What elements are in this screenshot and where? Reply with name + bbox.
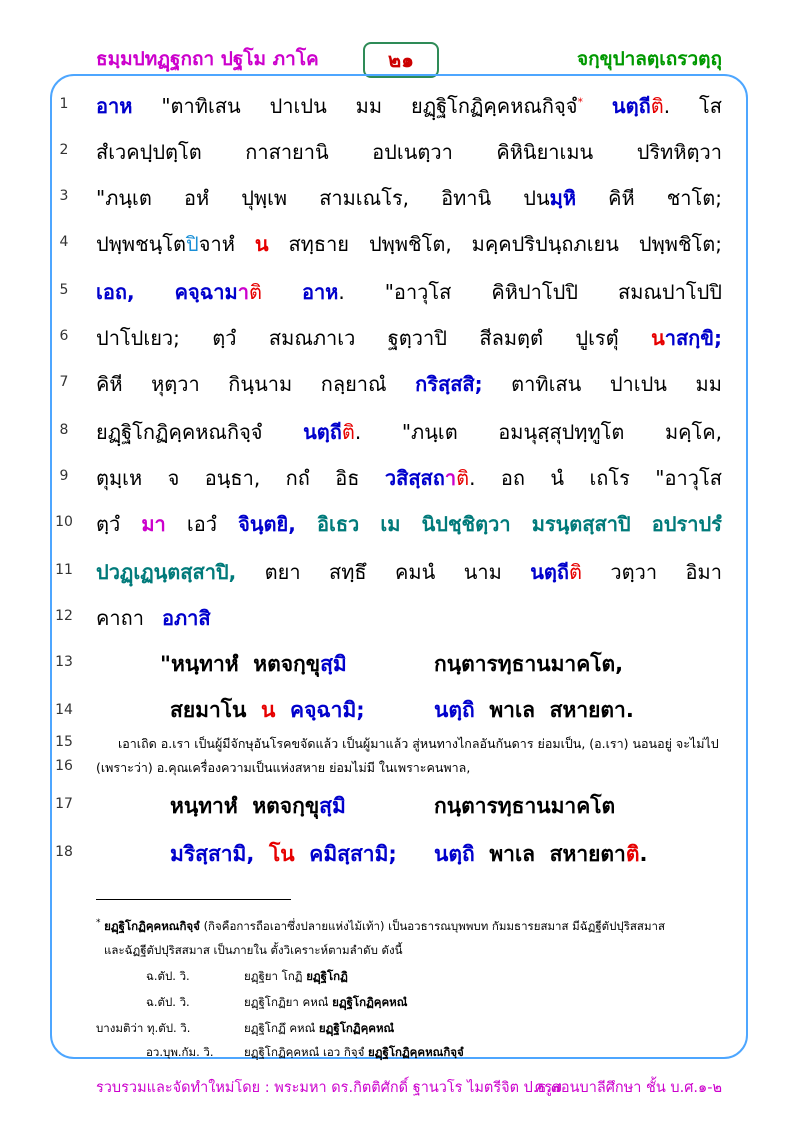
word: "ตาทิเสน	[161, 94, 241, 118]
text-line-1	[96, 90, 722, 122]
footnote-row-text: ยฏฺฐิโกฏิยา คหณํ ยฏฺฐิโกฏิคฺคหณํ	[244, 995, 408, 1009]
word: อาห	[96, 94, 133, 118]
word: คมนํ	[395, 560, 436, 584]
word: นิปชฺชิตฺวา	[421, 512, 511, 536]
word: สามเณโร,	[319, 186, 410, 210]
line-number: 16	[55, 758, 73, 774]
footnote-row-label: ฉ.ตัป. วิ.	[146, 969, 190, 983]
word: ปาเปน	[609, 372, 667, 396]
word: อิเธว	[316, 512, 360, 536]
word: อมนุสฺสุปทฺทูโต	[498, 420, 625, 444]
verse2-line-a-left: หนฺทาหํ หตจกฺขุสฺมิ	[170, 794, 346, 818]
verse1-line-a-left: "หนฺทาหํ หตจกฺขุสฺมิ	[160, 652, 347, 676]
line-number: 9	[59, 468, 69, 484]
word: "ภนฺเต	[401, 420, 458, 444]
word: "ภนฺเต	[96, 186, 152, 210]
word: มรนฺตสฺสาปิ	[531, 512, 631, 536]
word: ตุมฺเห	[96, 466, 143, 490]
header-story-title: จกฺขุปาลตฺเถรวตฺถุ	[576, 48, 722, 70]
word: มม	[355, 94, 383, 118]
word: อิมา	[685, 560, 722, 584]
text-line-2	[96, 136, 722, 168]
text-line-12	[96, 602, 722, 634]
page-number: ๒๑	[363, 42, 439, 78]
footnote-row-label: อว.บุพ.กัม. วิ.	[146, 1045, 214, 1059]
line-number: 13	[55, 654, 73, 670]
word: กาสายานิ	[245, 140, 329, 164]
word: ปริทหิตฺวา	[636, 140, 722, 164]
header-book-title: ธมฺมปทฏฺฐกถา ปฐโม ภาโค	[96, 48, 319, 70]
word: ปวฏฺเฏนฺตสฺสาปิ,	[96, 560, 237, 584]
word: ปพฺพชิโต;	[638, 232, 722, 256]
verse2-line-a-right: กนฺตารทฺธานมาคโต	[434, 794, 616, 818]
word: อนฺธา,	[204, 466, 261, 490]
line-number: 14	[55, 702, 73, 718]
word: มม	[695, 372, 722, 396]
word: ยฏฺฐิโกฏิคฺคหณกิจฺจํ	[96, 420, 263, 444]
word: อปราปรํ	[651, 512, 722, 536]
word: ฐตฺวาปิ	[387, 326, 447, 350]
word: นตฺถีติ.	[611, 94, 671, 118]
word: นํ	[550, 466, 565, 490]
text-line-10	[96, 508, 722, 540]
line-number: 7	[59, 374, 69, 390]
line-number: 15	[55, 734, 73, 750]
line-number: 1	[59, 96, 69, 112]
word: ปาโปเยว;	[96, 326, 180, 350]
word: กถํ	[285, 466, 310, 490]
word: นตฺถีติ	[530, 560, 582, 584]
word: ปุพฺเพ	[241, 186, 288, 210]
word: กินฺนาม	[228, 372, 293, 396]
word: ปพฺพชิโต,	[368, 232, 452, 256]
word: "อาวุโส	[384, 280, 452, 304]
word: กริสฺสสิ;	[415, 372, 483, 396]
text-line-4	[96, 228, 722, 260]
line-number: 6	[59, 328, 69, 344]
footnote-line-1: * ยฏฺฐิโกฏิคฺคหณกิจฺจํ (กิจคือการถือเอาซึ่งปลายแห่งไม้เท้า) เป็นอวธารณบุพพบท กัมมธารยสมาส มีฉัฏฐีตัปปุริสสมาส	[96, 918, 665, 933]
word: โส	[698, 94, 722, 118]
footnote-line-2: และฉัฏฐีตัปปุริสสมาส เป็นภายใน ตั้งวิเคราะห์ตามลำดับ ดังนี้	[104, 943, 403, 957]
word: น	[254, 232, 269, 256]
line-number: 17	[55, 796, 73, 812]
word: อปเนตฺวา	[372, 140, 453, 164]
verse2-line-b-left: มริสฺสามิ, โน คมิสฺสามิ;	[170, 842, 397, 866]
line-number: 10	[55, 514, 73, 530]
word: อิธ	[335, 466, 360, 490]
word: นาม	[463, 560, 502, 584]
word: คิหิปาโปปิ	[491, 280, 578, 304]
footer-compiler: รวบรวมและจัดทำใหม่โดย : พระมหา ดร.กิตติศักดิ์ ฐานวโร ไมตรีจิต ป.ธ.๗	[96, 1080, 562, 1096]
text-line-8	[96, 416, 722, 448]
word: สมณปาโปปิ	[617, 280, 722, 304]
word: อิทานิ	[441, 186, 492, 210]
word: คิหินิยาเมน	[496, 140, 594, 164]
word: จินฺตยิ,	[238, 512, 296, 536]
word: มคฺโค,	[664, 420, 722, 444]
word: วสิสฺสถาติ.	[384, 466, 476, 490]
line-number: 4	[59, 234, 69, 250]
word: คิหี	[96, 372, 123, 396]
text-line-7	[96, 368, 722, 400]
word: คจฺฉามาติ	[174, 280, 262, 304]
word: เถโร	[589, 466, 630, 490]
line-number: 3	[59, 188, 69, 204]
line-number: 8	[59, 422, 69, 438]
word: ปาเปน	[269, 94, 327, 118]
word: ปูเรตุํ	[575, 326, 619, 350]
footnote-row-label: บางมติว่า ทุ.ตัป. วิ.	[96, 1021, 191, 1035]
text-line-5	[96, 276, 722, 308]
translation-line-2: (เพราะว่า) อ.คุณเครื่องความเป็นแห่งสหาย ย่อมไม่มี ในเพราะคนพาล,	[96, 760, 471, 775]
footer-level: ครูสอนบาลีศึกษา ชั้น บ.ศ.๑-๒	[534, 1080, 722, 1096]
word: กลฺยาณํ	[320, 372, 387, 396]
footnote-row-text: ยฏฺฐิโกฏึ คหณํ ยฏฺฐิโกฏิคฺคหณํ	[244, 1021, 395, 1035]
word: สีลมตฺตํ	[479, 326, 543, 350]
word-with-footnote: ยฏฺฐิโกฏิคฺคหณกิจฺจํ*	[410, 94, 583, 118]
word: อถ	[500, 466, 525, 490]
word: คิหี	[608, 186, 635, 210]
line-number: 2	[59, 142, 69, 158]
word: หุตฺวา	[151, 372, 200, 396]
word: จ	[167, 466, 180, 490]
word: สทฺธึ	[329, 560, 367, 584]
word: ตฺวํ	[96, 512, 121, 536]
word: คาถา	[96, 606, 144, 630]
word: วตฺวา	[610, 560, 658, 584]
verse1-line-b-right: นตฺถิ พาเล สหายตา.	[434, 698, 634, 722]
word: อหํ	[183, 186, 210, 210]
word: มคฺคปริปนฺถภเยน	[471, 232, 619, 256]
word: ตาทิเสน	[511, 372, 582, 396]
word: ปพฺพชนฺโตปิจาหํ	[96, 232, 235, 256]
text-line-9	[96, 462, 722, 494]
word: นตฺถีติ.	[303, 420, 362, 444]
verse1-line-a-right: กนฺตารทฺธานมาคโต,	[434, 652, 624, 676]
word: สทฺธาย	[288, 232, 350, 256]
word: สํเวคปฺปตฺโต	[96, 140, 202, 164]
word: มา	[141, 512, 166, 536]
footnote-row-label: ฉ.ตัป. วิ.	[146, 995, 190, 1009]
line-number: 18	[55, 844, 73, 860]
footnote-row-text: ยฏฺฐิโกฏิคฺคหณํ เอว กิจฺจํ ยฏฺฐิโกฏิคฺคหณกิจฺจํ	[244, 1045, 464, 1059]
footnote-marker: *	[577, 95, 583, 109]
translation-line-1: เอาเถิด อ.เรา เป็นผู้มีจักษุอันโรคขจัดแล้ว เป็นผู้มาแล้ว สู่หนทางไกลอันกันดาร ย่อมเป็น, (อ.เรา) นอนอยู่ จะไม่ไป	[118, 736, 719, 751]
word: นาสกฺขิ;	[651, 326, 722, 350]
word: ตยา	[264, 560, 301, 584]
text-line-3	[96, 182, 722, 214]
verse1-line-b-left: สยมาโน น คจฺฉามิ;	[170, 698, 365, 722]
text-line-6	[96, 322, 722, 354]
word: ชาโต;	[666, 186, 722, 210]
word: อภาสิ	[161, 606, 211, 630]
footnote-divider	[96, 899, 291, 900]
text-line-11	[96, 556, 722, 588]
word: เอวํ	[186, 512, 217, 536]
verse2-line-b-right: นตฺถิ พาเล สหายตาติ.	[434, 842, 648, 866]
word: อาห.	[301, 280, 345, 304]
word: เม	[380, 512, 401, 536]
line-number: 12	[55, 608, 73, 624]
line-number: 5	[59, 282, 69, 298]
footnote-row-text: ยฏฺฐิยา โกฏิ ยฏฺฐิโกฏิ	[244, 969, 348, 983]
word: เอถ,	[96, 280, 135, 304]
word: ตฺวํ	[212, 326, 237, 350]
line-number: 11	[55, 562, 73, 578]
word: สมณภาเว	[268, 326, 356, 350]
word: "อาวุโส	[655, 466, 722, 490]
word: ปนมฺหิ	[523, 186, 577, 210]
